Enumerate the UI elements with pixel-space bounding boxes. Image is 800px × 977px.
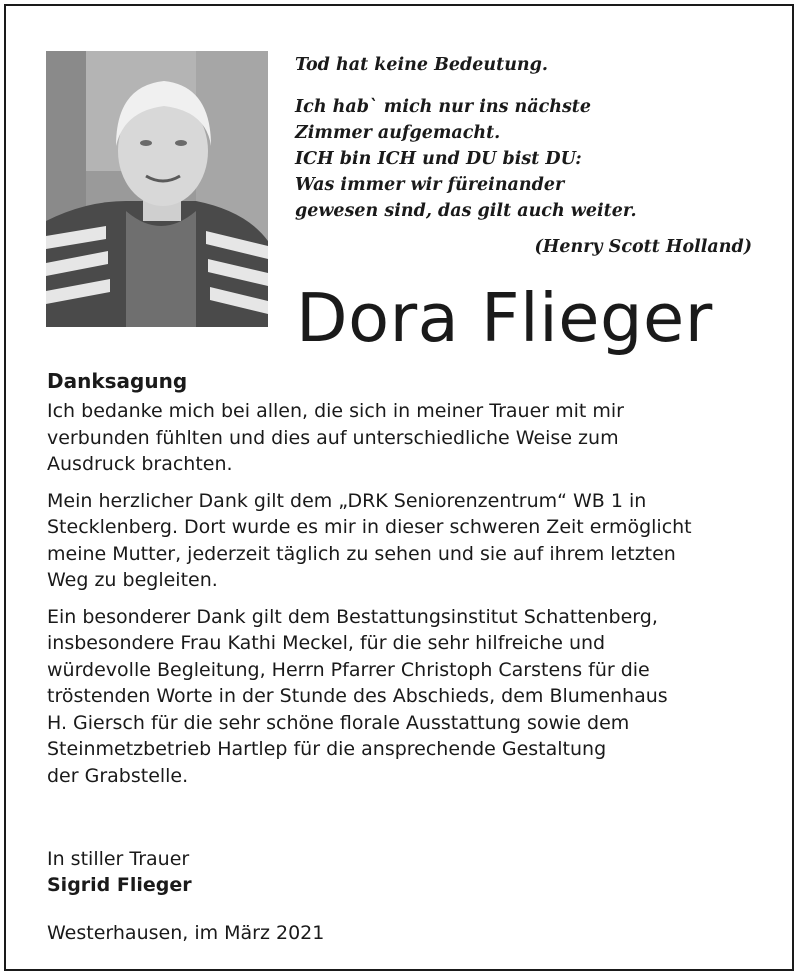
paragraph-line: Stecklenberg. Dort wurde es mir in dieser schweren Zeit ermöglicht [47,516,692,538]
poem [295,52,765,257]
place-date: Westerhausen, im März 2021 [47,922,325,944]
thanks-body [47,368,767,799]
paragraph-line: meine Mutter, jederzeit täglich zu sehen und sie auf ihrem letzten [47,542,676,565]
paragraph-line: Mein herzlicher Dank gilt dem „DRK Seniorenzentrum“ WB 1 in [47,489,647,512]
paragraph-line: Steinmetzbetrieb Hartlep für die ansprechende Gestaltung [47,738,607,760]
deceased-name: Dora Flieger [296,279,713,357]
paragraph-line: Ich bedanke mich bei allen, die sich in meiner Trauer mit mir [47,400,624,422]
closing-phrase: In stiller Trauer [47,848,190,870]
poem-line: Tod hat keine Bedeutung. [295,55,548,75]
poem-attribution: (Henry Scott Holland) [534,237,752,257]
poem-line: Ich hab` mich nur ins nächste [295,97,592,117]
paragraph-line: der Grabstelle. [47,764,189,787]
poem-line: gewesen sind, das gilt auch weiter. [295,201,637,221]
obituary-notice [4,4,794,971]
paragraph-line: H. Giersch für die sehr schöne florale Ausstattung sowie dem [47,711,630,734]
thanks-heading: Danksagung [47,369,188,393]
paragraph-line: Ein besonderer Dank gilt dem Bestattungsinstitut Schattenberg, [47,605,658,628]
poem-line: Was immer wir füreinander [295,175,565,195]
paragraph-line: tröstenden Worte in der Stunde des Abschieds, dem Blumenhaus [47,685,668,707]
paragraph-line: insbesondere Frau Kathi Meckel, für die sehr hilfreiche und [47,632,606,654]
signer-name: Sigrid Flieger [47,874,192,896]
thanks-paragraph [47,488,767,594]
paragraph-line: würdevolle Begleitung, Herrn Pfarrer Christoph Carstens für die [47,658,650,681]
poem-line: Zimmer aufgemacht. [295,123,501,143]
poem-line: ICH bin ICH und DU bist DU: [295,149,582,169]
closing [47,846,192,898]
thanks-paragraph [47,398,767,478]
paragraph-line: Weg zu begleiten. [47,569,218,591]
paragraph-line: Ausdruck brachten. [47,453,233,475]
portrait-photo [46,51,268,327]
paragraph-line: verbunden fühlten und dies auf unterschiedliche Weise zum [47,426,619,449]
thanks-paragraph [47,604,767,790]
